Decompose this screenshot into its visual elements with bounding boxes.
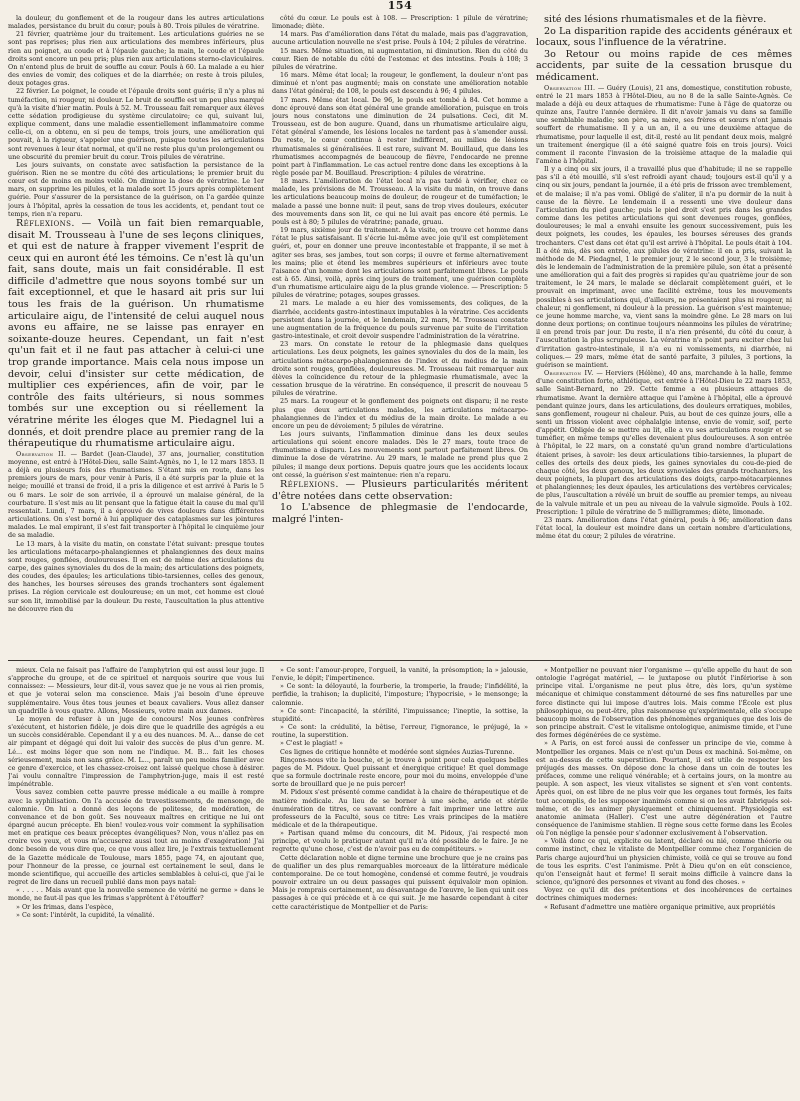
paragraph: M. Pidoux s'est présenté comme candidat à la chaire de thérapeutique et de matière médicale. Au lieu de se borner à une sèche, aride et stérile énumération de titres, ce savant confrère a fait imprimer une lettre aux professeurs de la Faculté, sous ce titre: Les vrais principes de la matière médicale et de la thérapeutique. (272, 788, 528, 829)
quote-paragraph: » Ce sont: l'incapacité, la stérilité, l'impuissance; l'ineptie, la sottise, la stupidité. (272, 706, 528, 723)
paragraph: 23 mars. Amélioration dans l'état général, pouls à 96; amélioration dans l'état local, la douleur est moindre dans un certain nombre d'articulations, même état du cœur; 2 pilules de vératrine. (536, 515, 792, 541)
quote-paragraph: » Partisan quand même du concours, dit M. Pidoux, j'ai respecté mon principe, et voulu le pratiquer autant qu'il m'a été possible de le faire. Je ne regrette qu'une chose, c'est de n'avoir pas eu de compétiteurs. » (272, 829, 528, 854)
upper-column-1 (8, 14, 264, 660)
paragraph: la douleur, du gonflement et de la rougeur dans les autres articulations malades, persistance du bruit du cœur; pouls à 80. Trois pilules de vératrine. (8, 14, 264, 31)
upper-column-2 (272, 14, 528, 660)
paragraph: mieux. Cela ne faisait pas l'affaire de l'amphytrion qui est aussi leur juge. Il s'approche du groupe, et de ce spirituel et narquois sourire que vous lui connaissez: — Messieurs, leur dit-il, vous savez que je ne vous ai rien promis, et que je voterai selon ma conscience. Mais j'ai besoin d'une épreuve supplémentaire. Vous êtes tous jeunes et beaux cavaliers. Vous allez danser un quadrille à vous quatre. Allons, Messieurs, votre main aux dames. (8, 666, 264, 715)
reflexions-paragraph (8, 218, 264, 450)
quote-paragraph: » Ce sont: l'intérêt, la cupidité, la vénalité. (16, 910, 155, 919)
observation-text: — Bardet (Jean-Claude), 37 ans, journalier, constitution moyenne, est entré à l'Hôtel-Dieu, salle Saint-Agnès, no 1, le 12 mars 1853. Il a déjà eu plusieurs fois des rhumatismes. S'étant mis en route, dans les premiers jours de mars, pour venir à Paris, il a été surpris par la pluie et la neige; mouillé et transi de froid, il a pris la diligence et est arrivé à Paris le 5 ou 6 mars. Le soir de son arrivée, il a éprouvé un malaise général, de la courbature. Il s'est mis au lit pensant que la fatigue était la cause du mal qu'il ressentait. Lundi, 7 mars, il a éprouvé de vives douleurs dans différentes articulations. On s'est borné à lui appliquer des cataplasmes sur les jointures malades. Le mal empirant, il s'est fait transporter à l'hôpital le cinquième jour de sa maladie. (8, 449, 264, 540)
quote-paragraph: » Voilà donc ce qui, explicite ou latent, déclaré ou nié, comme théorie ou comme instinct, chez le vitaliste de Montpellier comme chez l'organicien de Paris charge aujourd'hui un physicien chimiste, voilà ce qui se trouve au fond de tous les esprits. C'est l'animisme. Prêt à Dieu qu'on en eût conscience, qu'on l'enseignât haut et ferme! Il serait moins difficile à vaincre dans la science, qu'ignoré des personnes et vivant au fond des choses. » (536, 837, 792, 887)
paragraph: sité des lésions rhumatismales et de la fièvre. (544, 14, 767, 25)
paragraph: 21 mars. Le malade a eu hier des vomissements, des coliques, de la diarrhée, accidents gastro-intestinaux imputables à la vératrine. Ces accidents persistent dans la journée, et le lendemain, 22 mars, M. Trousseau constate une augmentation de la fréquence du pouls survenue par suite de l'irritation gastro-intestinale, et croit devoir suspendre l'administration de la vératrine. (272, 299, 528, 341)
quote-paragraph: « Montpellier ne pouvant nier l'organisme — qu'elle appelle du haut de son ontologie l'agrégat matériel, — le juxtapose ou plutôt l'infériorise à son principe vital. L'organisme ne peut plus être, dès lors, qu'un système mécanique et chimique constamment détourné de ses fins naturelles par une force distincte qui lui impose d'autres lois. Mais comme l'École est plus philosophique, ou peut-être, plus raisonneuse qu'expérimentale, elle s'occupe beaucoup moins de l'observation des phénomènes organiques que des lois de son principe abstrait. C'est le vitalisme ontologique, animisme timide, et l'une des formes dégénérées de ce système. (536, 666, 792, 740)
paragraph: Rinçons-nous vite la bouche, et je trouve à point pour cela quelques belles pages de M. Pidoux. Quel puissant et énergique critique! Et quel dommage que sa formule doctrinale reste encore, pour moi du moins, enveloppée d'une sorte de brouillard que je ne puis percer! (272, 755, 528, 789)
feuilleton (8, 666, 792, 1090)
observation-heading: Observation II. (16, 449, 67, 458)
page-number: 154 (387, 0, 413, 12)
quote-paragraph: » C'est le plagiat! » (280, 739, 344, 748)
paragraph: 23 mars. On constate le retour de la phlegmasie dans quelques articulations. Les deux poignets, les gaines synoviales du dos de la main, les articulations métacarpo-phalangiennes de l'index et du médius de la main droite sont rouges, gonflées, douloureuses. M. Trousseau fait remarquer aux élèves la coïncidence du retour de la phlegmasie rhumatismale, avec la cessation brusque de la vératrine. En conséquence, il prescrit de nouveau 5 pilules de vératrine. (272, 340, 528, 398)
quote-paragraph: » Ce sont: l'amour-propre, l'orgueil, la vanité, la présomption; la » jalousie, l'envie, le dépit; l'impertinence. (272, 666, 528, 683)
paragraph: Il y a cinq ou six jours, il a travaillé plus que d'habitude; il ne se rappelle pas s'il a été mouillé, s'il s'est refroidi ayant chaud; toujours est-il qu'il y a cinq ou six jours, pendant la journée, il a été pris de frisson avec tremblement, et de malaise; il n'a pas vomi. Obligé de s'aliter, il n'a pu dormir de la nuit à cause de la fièvre. Le lendemain il a ressenti une vive douleur dans l'articulation du pied gauche; puis le pied droit s'est pris dans les grandes comme dans les petites articulations qui sont devenues rouges, gonflées, douloureuses; le mal a envahi ensuite les genoux successivement, puis les deux poignets, les coudes, les épaules, les bourses séreuses des grands trochanters. C'est dans cet état qu'il est arrivé à l'hôpital. Le pouls était à 104. Il a été mis, dès son entrée, aux pilules de vératrine: il en a pris, suivant la méthode de M. Piedagnel, 1 le premier jour, 2 le second jour, 3 le troisième; dès le lendemain de l'administration de la première pilule, son état a présenté une amélioration qui a fait des progrès si rapides qu'au quatrième jour de son traitement, le 24 mars, le malade se déclarait complètement guéri, et le prouvait en imprimant, avec une facilité extrême, tous les mouvements possibles à ses articulations qui, d'ailleurs, ne présentaient plus ni rougeur, ni chaleur, ni gonflement, ni douleur à la pression. La guérison s'est maintenue; ce jeune homme marche, va, vient sans la moindre gêne. Le 28 mars on lui donne deux portions; on continue toujours néanmoins les pilules de vératrine; il en prend trois par jour. Du reste, il n'a rien présenté, du côté du cœur, à l'auscultation la plus scrupuleuse. La vératrine n'a point paru exciter chez lui d'irritation gastro-intestinale, il n'a eu ni vomissements, ni diarrhée, ni coliques.— 29 mars, même état de santé parfaite, 3 pilules, 3 portions, la guérison se maintient. (536, 165, 792, 369)
lower-column-1 (8, 666, 264, 1090)
quote-paragraph: » Ce sont: la crédulité, la bêtise, l'erreur, l'ignorance, le préjugé, la » routine, la superstition. (272, 723, 528, 740)
paragraph: Ces lignes de critique honnête et modérée sont signées Auzias-Turenne. (280, 747, 515, 756)
upper-article (8, 14, 792, 661)
reflexions-heading: Réflexions. (16, 217, 75, 229)
paragraph: 17 mars. Même état local. De 96, le pouls est tombé à 84. Cet homme a donc éprouvé dans son état général une grande amélioration, puisque en trois jours nous constatons une diminution de 24 pulsations. Ceci, dit M. Trousseau, est de bon augure. Quand, dans un rhumatisme articulaire aigu, l'état général s'amende, les lésions locales ne tardent pas à s'amender aussi. Du reste, le cœur continue à rester indifférent, au milieu de lésions rhumatismales si généralisées. Il est rare, suivant M. Bouillaud, que dans les rhumatismes accompagnés de beaucoup de fièvre, l'endocarde ne prenne point part à l'inflammation. Le cas actuel rentre donc dans les exceptions à la règle posée par M. Bouillaud. Prescription: 4 pilules de vératrine. (272, 95, 528, 177)
paragraph: 22 février. Le poignet, le coude et l'épaule droits sont guéris; il n'y a plus ni tuméfaction, ni rougeur, ni douleur. Le bruit de souffle est un peu plus marqué qu'à la visite d'hier matin. Pouls à 52. M. Trousseau fait remarquer aux élèves cette sédation prodigieuse du système circulatoire; ce qui, suivant lui, explique comment, dans une maladie essentiellement inflammatoire comme celle-ci, on a obtenu, en si peu de temps, trois jours, une amélioration qui pouvait, à la rigueur, s'appeler une guérison, puisque toutes les articulations sont revenues à leur état normal, et qu'il ne reste plus qu'un prolongement ou une obscurité du premier bruit du cœur. Trois pilules de vératrine. (8, 87, 264, 161)
observation-paragraph (536, 369, 792, 516)
paragraph: 18 mars. L'amélioration de l'état local n'a pas tardé à vérifier, chez ce malade, les prévisions de M. Trousseau. A la visite du matin, on trouve dans les articulations beaucoup moins de douleur, de rougeur et de tuméfaction; le malade a passé une bonne nuit: il peut, sans de trop vives douleurs, exécuter des mouvements dans son lit, ce qui ne lui avait pas encore été permis. Le pouls est à 80; 5 pilules de vératrine; panade, gruau. (272, 177, 528, 226)
reflexions-paragraph (272, 479, 528, 502)
quote-paragraph: » A Paris, on est forcé aussi de confesser un principe de vie, comme à Montpellier les organes. Mais ce n'est qu'un Deus ex machinâ. Soi-même, on est au-dessus de cette superstition. Pourtant, il est utile de respecter les préjugés des masses. On dépose donc la chose dans un coin de toutes les préfaces, comme une reliqué vénérable; et à certains jours, on la montre au peuple. A son aspect, les vieux vitalistes se signent et s'en vont contents. Après quoi, on est libre de ne plus voir que les organes tout formés, les faits tout accomplis, de les supposer inanimés comme si on les avait fabriqués soi-même, et de les animer physiquement et chimiquement. Physiologia est anatomie animata (Haller). C'est une autre dégénération et l'autre conséquence de l'animisme stahlien. Il règne sous cette forme dans les Écoles où l'on néglige la pensée pour s'adonner exclusivement à l'observation. (536, 739, 792, 838)
paragraph: 25 mars. La rougeur et le gonflement des poignets ont disparu; il ne reste plus que deux articulations malades, les articulations métacarpo-phalangiennes de l'index et du médius de la main droite. Le malade a eu encore un peu de dévoiement; 5 pilules de vératrine. (272, 397, 528, 430)
paragraph: 21 février, quatrième jour du traitement. Les articulations guéries ne se sont pas reprises; plus rien aux articulations des membres inférieurs, plus rien au poignet, au coude et à l'épaule gauche; la main, le coude et l'épaule droits sont encore un peu pris; plus rien aux articulations sterno-claviculaires. On n'entend plus de bruit de souffle au cœur. Pouls à 60. La malade a eu hier des envies de vomir, des coliques et de la diarrhée; on reste à trois pilules, deux potages gras. (8, 30, 264, 88)
observation-text: — Guéry (Louis), 21 ans, domestique, constitution robuste, entré le 21 mars 1853 à l'Hôtel-Dieu, au no 8 de la salle Sainte-Agnès. Ce malade a déjà eu deux attaques de rhumatisme: l'une à l'âge de quatorze ou quinze ans, l'autre l'année dernière. Il dit n'avoir jamais vu dans sa famille une semblable maladie; son père, sa mère, ses frères et sœurs n'ont jamais souffert de rhumatisme. Il y a un an, il a eu une deuxième attaque de rhumatisme, pour laquelle il est, dit-il, resté au lit pendant deux mois, malgré un traitement énergique (il a été saigné quatre fois en trois jours). Voici comment il raconte l'invasion de la troisième attaque de la maladie qui l'amène à l'hôpital. (536, 83, 792, 165)
reflexions-text: — Voilà un fait bien remarquable, disait M. Trousseau à l'une de ses leçons cliniques, et qui est de nature à frapper vivement l'esprit de ceux qui en auront été les témoins. Ce n'est là qu'un fait, sans doute, mais un fait considérable. Il est difficile d'admettre que nous soyons tombé sur un fait exceptionnel, et que le hasard ait pris sur lui tous les frais de la guérison. Un rhumatisme articulaire aigu, de l'intensité de celui auquel nous avons eu affaire, ne se laisse pas enrayer en soixante-douze heures. Cependant, un fait n'est qu'un fait et il ne faut pas attacher à celui-ci une trop grande importance. Mais cela nous impose un devoir, celui d'insister sur cette médication, de multiplier ces expériences, afin de voir, par le contrôle des faits ultérieurs, si nous sommes tombés sur une exception ou si réellement la vératrine mérite les éloges que M. Piedagnel lui a donnés, et doit prendre place au premier rang de la thérapeutique du rhumatisme articulaire aigu. (8, 217, 264, 450)
paragraph: Voyez ce qu'il dit des prétentions et des incohérences de certaines doctrines chimiques modernes: (536, 886, 792, 903)
quote-paragraph: » Or les frimas, dans l'espèce, (16, 902, 114, 911)
observation-paragraph (8, 450, 264, 540)
paragraph: Le moyen de refuser à un juge de concours! Nos jeunes confrères s'exécutent, et historien fidèle, je dois dire que le quadrille des agrégés a eu un succès considérable. Cependant il y a eu des nuances. M. A... danse de cet air pimpant et dégagé qui doit lui valoir des succès de plus d'un genre. M. Lé... est moins léger que son nom ne l'indique. M. B... fait les choses sérieusement, mais non sans grâce. M. L..., paraît un peu moins familier avec ce genre d'exercice, et les chassez-croisez ont laissé quelque chose à désirer. J'ai voulu connaître l'impression de l'amphytrion-juge, mais il est resté impénétrable. (8, 714, 264, 789)
paragraph: 19 mars, sixième jour de traitement. A la visite, on trouve cet homme dans l'état le plus satisfaisant. Il s'écrie lui-même avec joie qu'il est complètement guéri, et, pour en donner une preuve incontestable et frappante, il se met à agiter ses bras, ses jambes, tout son corps; il ouvre et ferme alternativement les mains; plie et étend les membres supérieurs et inférieurs avec toute l'aisance d'un homme dont les articulations sont parfaitement libres. Le pouls est à 65. Ainsi, voilà, après cinq jours de traitement, une guérison complète d'un rhumatisme articulaire aigu de la plus grande violence. — Prescription: 5 pilules de vératrine; potages, soupes grasses. (272, 226, 528, 300)
paragraph: Le 13 mars, à la visite du matin, on constate l'état suivant: presque toutes les articulations métacarpo-phalangiennes et phalangiennes des deux mains sont rouges, gonflées, douloureuses. Il en est de même des articulations du carpe, des gaines synoviales du dos de la main; des articulations des poignets, des coudes, des épaules; les articulations tibio-tarsiennes, celles des genoux, des hanches, les bourses séreuses des grands trochanters sont également prises. La région cervicale est douloureuse; en un mot, cet homme est cloué sur son lit, immobilisé par la douleur. Du reste, l'auscultation la plus attentive ne découvre rien du (8, 539, 264, 613)
paragraph: Les jours suivants, on constate avec satisfaction la persistance de la guérison. Rien ne se montre du côté des articulations; le premier bruit du cœur est de moins en moins voilé. On diminue la dose de vératrine. Le 1er mars, on supprime les pilules, et la malade sort 15 jours après complètement guérie. Pour s'assurer de la persistance de la guérison, on l'a gardée quinze jours à l'hôpital, après la cessation de tous les accidents, et, pendant tout ce temps, rien n'a reparu. (8, 160, 264, 218)
paragraph: 3o Retour ou moins rapide de ces mêmes accidents, par suite de la cessation brusque du médicament. (536, 48, 792, 83)
quote-paragraph: » Ce sont: la déloyauté, la fourberie, la tromperie, la fraude; l'infidélité, la perfidie, la trahison; la duplicité, l'imposture; l'hypocrisie, » le mensonge; la calomnie. (272, 682, 528, 707)
quote-paragraph: « Refusant d'admettre une matière organique primitive, aux propriétés (544, 902, 776, 911)
paragraph: côté du cœur. Le pouls est à 108. — Prescription: 1 pilule de vératrine; limonade; diète. (272, 14, 528, 31)
lower-column-3 (536, 666, 792, 1090)
paragraph: 16 mars. Même état local; la rougeur, le gonflement, la douleur n'ont pas diminué et n'ont pas augmenté; mais on constate une amélioration notable dans l'état général; de 108, le pouls est descendu à 96; 4 pilules. (272, 71, 528, 96)
paragraph: 14 mars. Pas d'amélioration dans l'état du malade, mais pas d'aggravation, aucune articulation nouvelle ne s'est prise. Pouls à 104; 2 pilules de vératrine. (272, 30, 528, 47)
reflexions-heading: Réflexions. (280, 478, 339, 490)
quote-paragraph: « . . . . . Mais avant que la nouvelle semence de vérité ne germe » dans le monde, ne faut-il pas que les frimas s'apprêtent à l'étouffer? (8, 886, 264, 903)
observation-text: — Herviers (Hélène), 40 ans, marchande à la halle, femme d'une constitution forte, athlétique, est entrée à l'Hôtel-Dieu le 22 mars 1853, salle Saint-Bernard, no 29. Cette femme a eu plusieurs attaques de rhumatisme. Avant la dernière attaque qui l'amène à l'hôpital, elle a éprouvé pendant quinze jours, dans les articulations, des douleurs erratiques, mobiles, sans gonflement, rougeur ni chaleur. Puis, au bout de ces quinze jours, elle a senti un frisson violent avec céphalalgie intense, envie de vomir, soif, perte d'appétit. Obligée de se mettre au lit, elle a vu ses articulations rougir et se tuméfier, en même temps qu'elles devenaient plus douloureuses. A son entrée à l'hôpital, le 22 mars, on a constaté qu'un grand nombre d'articulations étaient prises, à savoir: les deux articulations tibio-tarsiennes, la plupart de celles des orteils des deux pieds, les gaines synoviales du cou-de-pied de chaque côté, les deux genoux, les deux synoviales des grands trochanters, les deux poignets, la plupart des articulations des doigts, carpo-métacarpiennes et phalangiennes; les deux épaules, les articulations des vertèbres cervicales; de plus, l'auscultation a révélé un bruit de souffle au premier temps, au niveau de la valvule mitrale et un peu au niveau de la valvule sigmoïde. Pouls à 102. Prescription: 1 pilule de vératrine de 5 milligrammes; diète, limonade. (536, 369, 792, 516)
paragraph: Les jours suivants, l'inflammation diminue dans les deux seules articulations qui soient encore malades. Dès le 27 mars, toute trace de rhumatisme a disparu. Les mouvements sont partout parfaitement libres. On diminue la dose de vératrine. Au 29 mars, le malade ne prend plus que 2 pilules; il mange deux portions. Depuis quatre jours que les accidents locaux ont cessé, la guérison s'est maintenue: rien n'a reparu. (272, 429, 528, 479)
observation-heading: Observation III. (544, 83, 596, 92)
paragraph: 2o La disparition rapide des accidents généraux et locaux, sous l'influence de la vératrine. (536, 25, 792, 49)
paragraph: 15 mars. Même situation, ni augmentation, ni diminution. Rien du côté du cœur. Rien de notable du côté de l'estomac et des intestins. Pouls à 108; 3 pilules de vératrine. (272, 46, 528, 71)
lower-column-2 (272, 666, 528, 1090)
observation-heading: Observation IV. (544, 369, 594, 378)
paragraph: Cette déclaration noble et digne termine une brochure que je ne crains pas de qualifier un des plus remarquables morceaux de la littérature médicale contemporaine. De ce tout homogène, condensé et comme feutré, je voudrais pouvoir extraire un ou deux passages qui puissent équivaloir mon opinion. Mais je romprais certainement, au désavantage de l'œuvre, le lien qui unit ces passages à ce qui précède et à ce qui suit. Je me hasarde cependant à citer cette caractéristique de Montpellier et de Paris: (272, 853, 528, 911)
reflexions-text: — Plusieurs particularités méritent d'être notées dans cette observation: (272, 478, 528, 502)
paragraph: 1o L'absence de phlegmasie de l'endocarde, malgré l'inten- (272, 502, 528, 525)
observation-paragraph (536, 84, 792, 166)
upper-column-3 (536, 14, 792, 660)
paragraph: Vous savez combien cette pauvre presse médicale a eu maille à rompre avec la syphilisation. On l'a accusée de travestissements, de mensonge, de calomnie. On lui a donné des leçons de politesse, de modération, de convenance et de bon goût. Ses nouveaux maîtres en critique ne lui ont épargné aucun précepte. Eh bien! voulez-vous voir comment la syphilisation met en pratique ces beaux préceptes évangéliques? Non, vous n'allez pas en croire vos yeux, et vous m'accuserez aussi tout au moins d'exagération! J'ai donc besoin de vous dire que, ce que vous allez lire, je l'extrais textuellement de la Gazette médicale de Toulouse, mars 1855, page 74, en ajoutant que, pour l'honneur de la presse, ce journal est certainement le seul, dans le monde scientifique, qui accueille des articles semblables à celui-ci, que j'ai le regret de lire dans un recueil publié dans mon pays natal: (8, 788, 264, 887)
